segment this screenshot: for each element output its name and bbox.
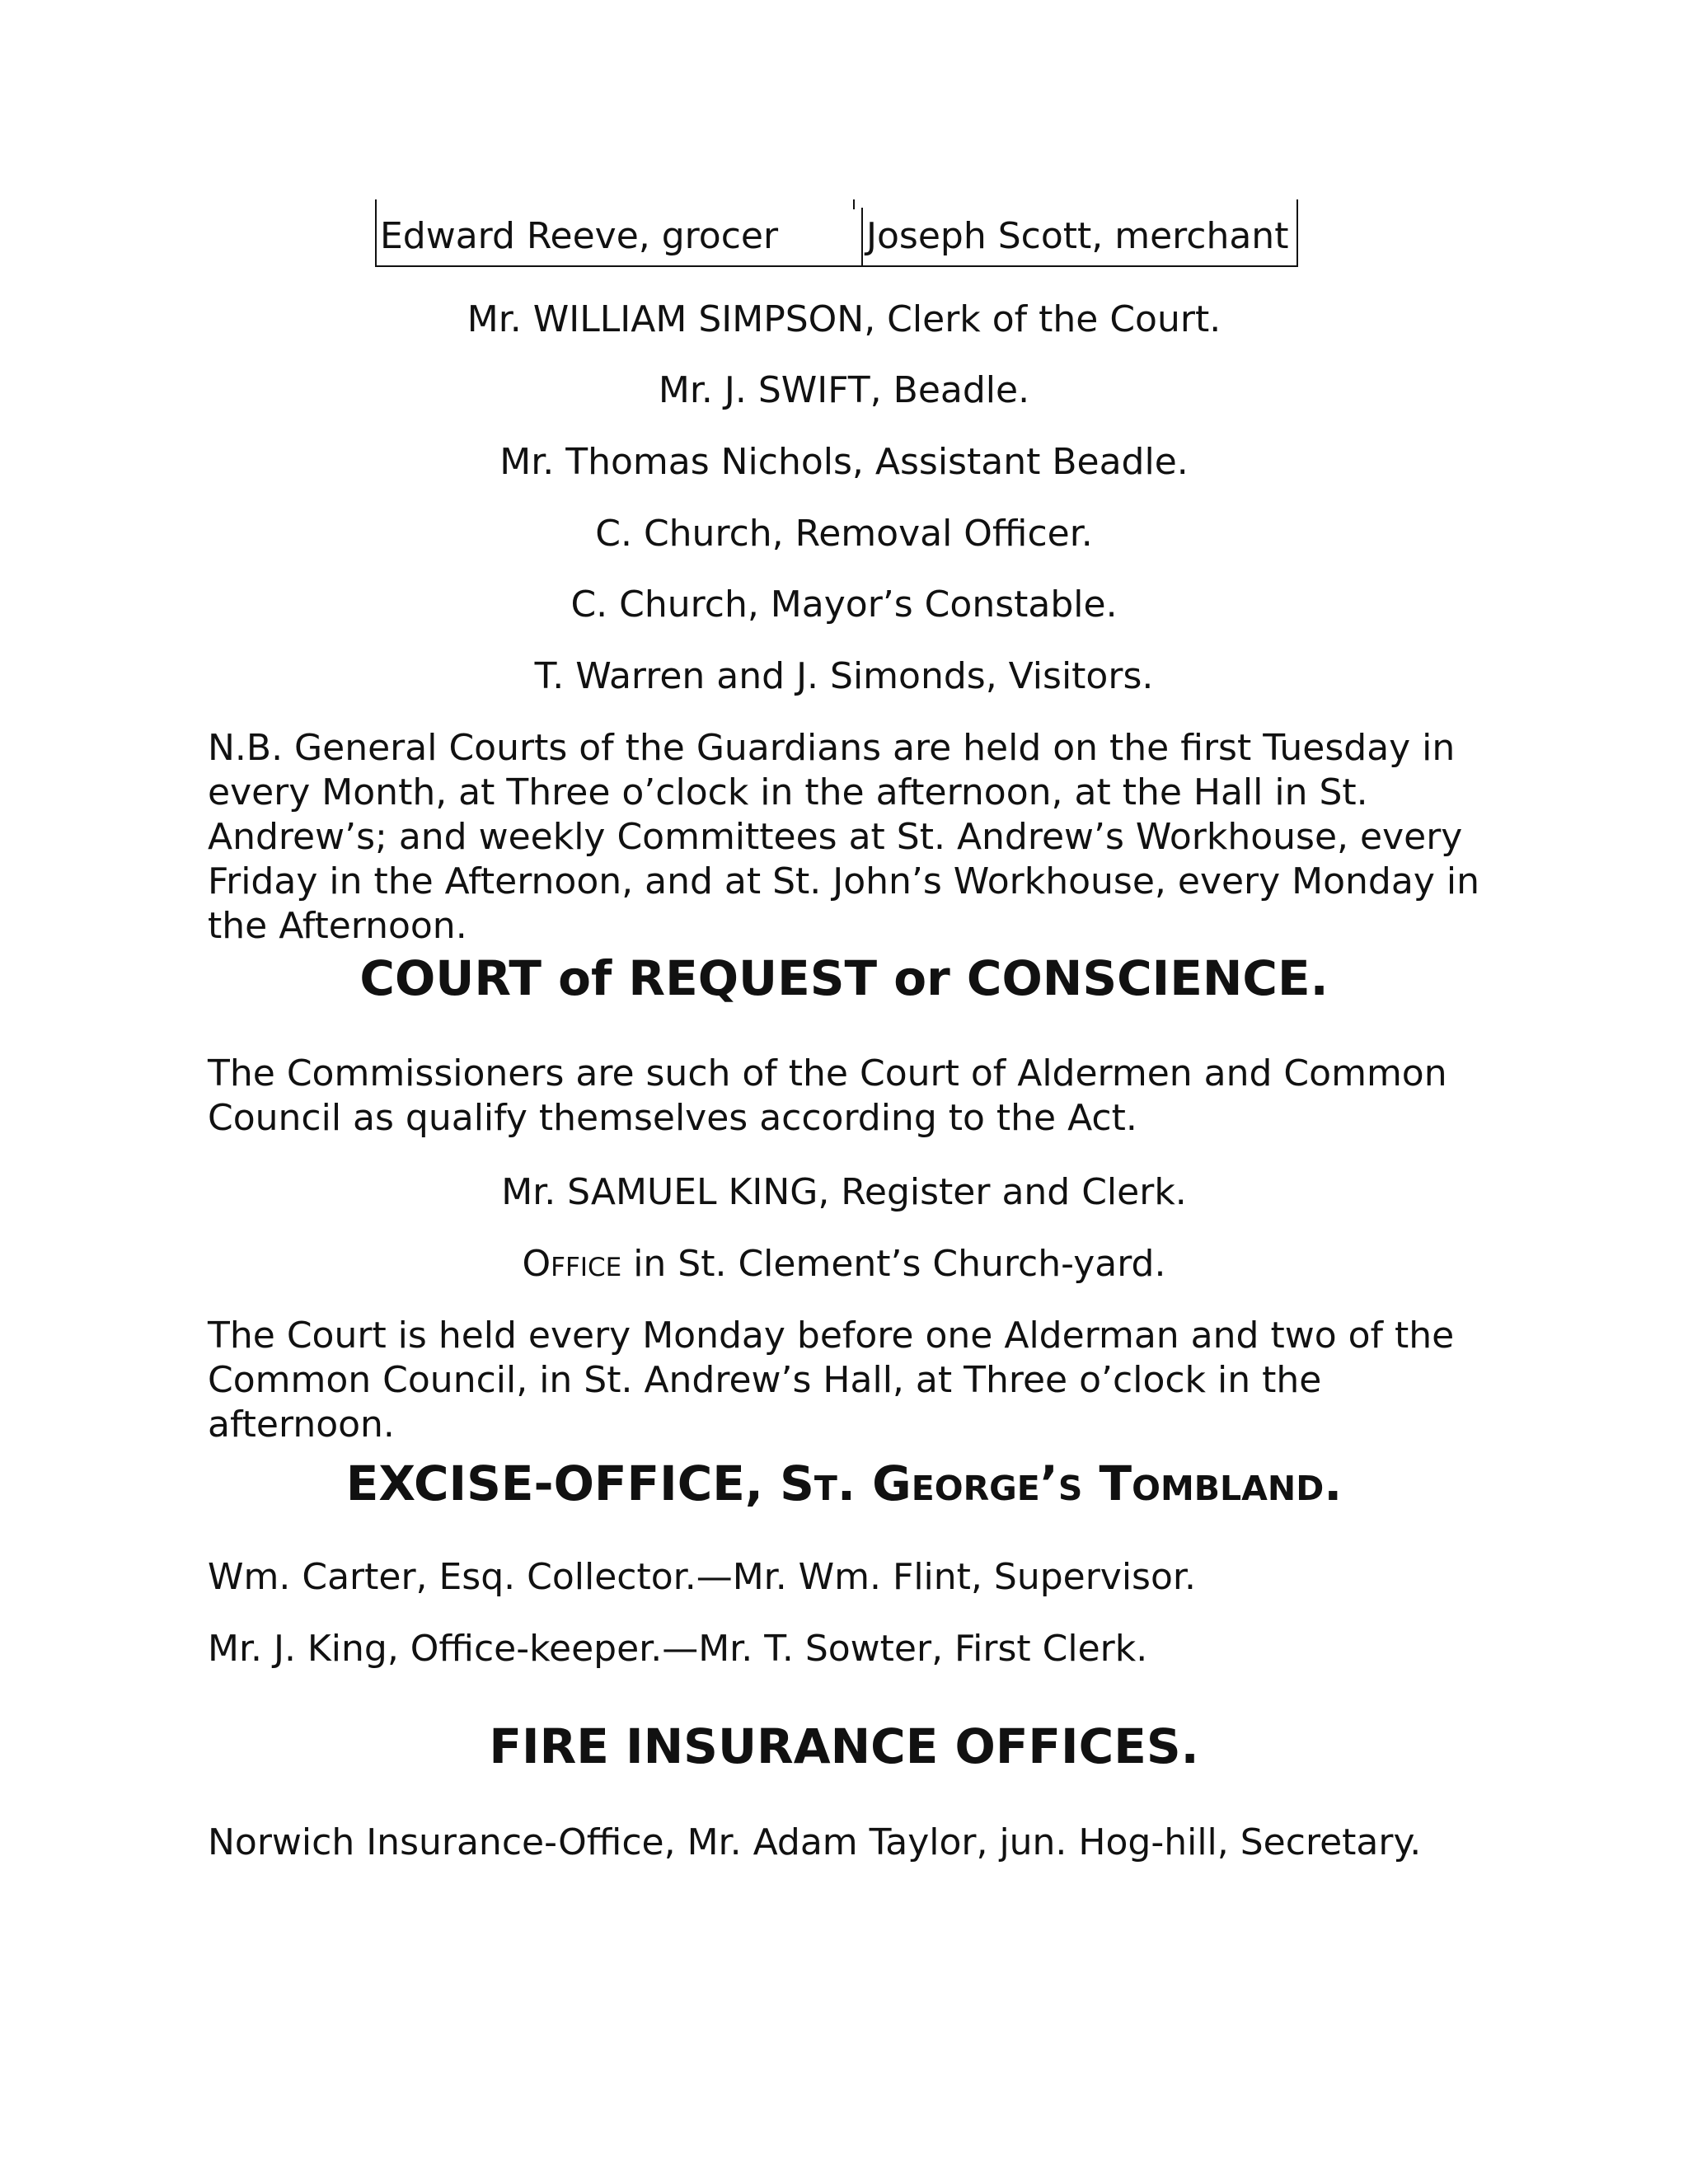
heading-excise-end: . (1324, 1455, 1343, 1511)
heading-excise-office (0, 1455, 1688, 1512)
fire-insurance-line: Norwich Insurance-Office, Mr. Adam Taylor, jun. Hog-hill, Secretary. (208, 1821, 1422, 1863)
guardians-table-fragment (375, 199, 1298, 267)
heading-excise-main: EXCISE-OFFICE, (345, 1455, 781, 1511)
register-line: Mr. SAMUEL KING, Register and Clerk. (501, 1171, 1187, 1213)
office-label: Office (522, 1243, 622, 1285)
commissioners-paragraph: The Commissioners are such of the Court of Aldermen and Common Council as qualify themselves according to the Act. (208, 1052, 1447, 1139)
table (375, 208, 1298, 267)
officer-line-beadle: Mr. J. SWIFT, Beadle. (658, 369, 1030, 411)
officer-line-visitors: T. Warren and J. Simonds, Visitors. (534, 655, 1154, 697)
heading-fire-insurance: FIRE INSURANCE OFFICES. (489, 1718, 1199, 1774)
table-cell: Edward Reeve, grocer (376, 208, 862, 266)
office-location: in St. Clement’s Church-yard. (621, 1243, 1166, 1285)
excise-line-office-keeper: Mr. J. King, Office-keeper.—Mr. T. Sowter, First Clerk. (208, 1628, 1148, 1670)
officer-line-assistant-beadle: Mr. Thomas Nichols, Assistant Beadle. (499, 441, 1189, 483)
officer-line-removal-officer: C. Church, Removal Officer. (595, 513, 1093, 555)
heading-court-of-request: COURT of REQUEST or CONSCIENCE. (359, 950, 1329, 1006)
court-schedule-paragraph: The Court is held every Monday before one Alderman and two of the Common Council, in St. Andrew’s Hall, at Three o’clock in the afternoon. (208, 1315, 1455, 1446)
officer-line-clerk: Mr. WILLIAM SIMPSON, Clerk of the Court. (467, 298, 1221, 340)
heading-excise-location: St. George’s Tombland (780, 1455, 1325, 1511)
office-line (0, 1242, 1688, 1286)
officer-line-mayors-constable: C. Church, Mayor’s Constable. (570, 583, 1118, 626)
excise-line-collector: Wm. Carter, Esq. Collector.—Mr. Wm. Flint, Supervisor. (208, 1556, 1196, 1598)
guardians-note: N.B. General Courts of the Guardians are held on the first Tuesday in every Month, at Three o’clock in the afternoon, at the Hall in St. Andrew’s; and weekly Committees at St. Andrew’s Workhouse, every Friday in the Afternoon, and at St. John’s Workhouse, every Monday in the Afternoon. (208, 727, 1479, 947)
table-row (376, 208, 1297, 266)
table-cell: Joseph Scott, merchant (862, 208, 1297, 266)
